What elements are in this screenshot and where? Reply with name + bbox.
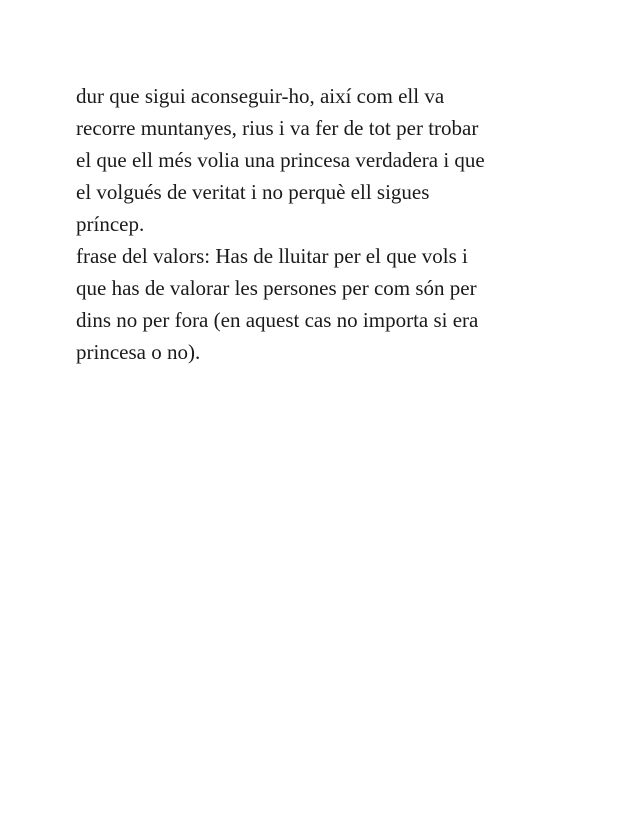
text-line: princesa o no).	[76, 340, 201, 364]
text-line: frase del valors: Has de lluitar per el que vols i	[76, 244, 468, 268]
text-line: recorre muntanyes, rius i va fer de tot per trobar	[76, 116, 479, 140]
text-line: príncep.	[76, 212, 145, 236]
text-line: el que ell més volia una princesa verdadera i que	[76, 148, 485, 172]
text-line: dur que sigui aconseguir-ho, així com ell va	[76, 84, 445, 108]
text-line: que has de valorar les persones per com són per	[76, 276, 477, 300]
text-line: el volgués de veritat i no perquè ell sigues	[76, 180, 430, 204]
text-line: dins no per fora (en aquest cas no importa si era	[76, 308, 479, 332]
body-text	[76, 80, 576, 368]
